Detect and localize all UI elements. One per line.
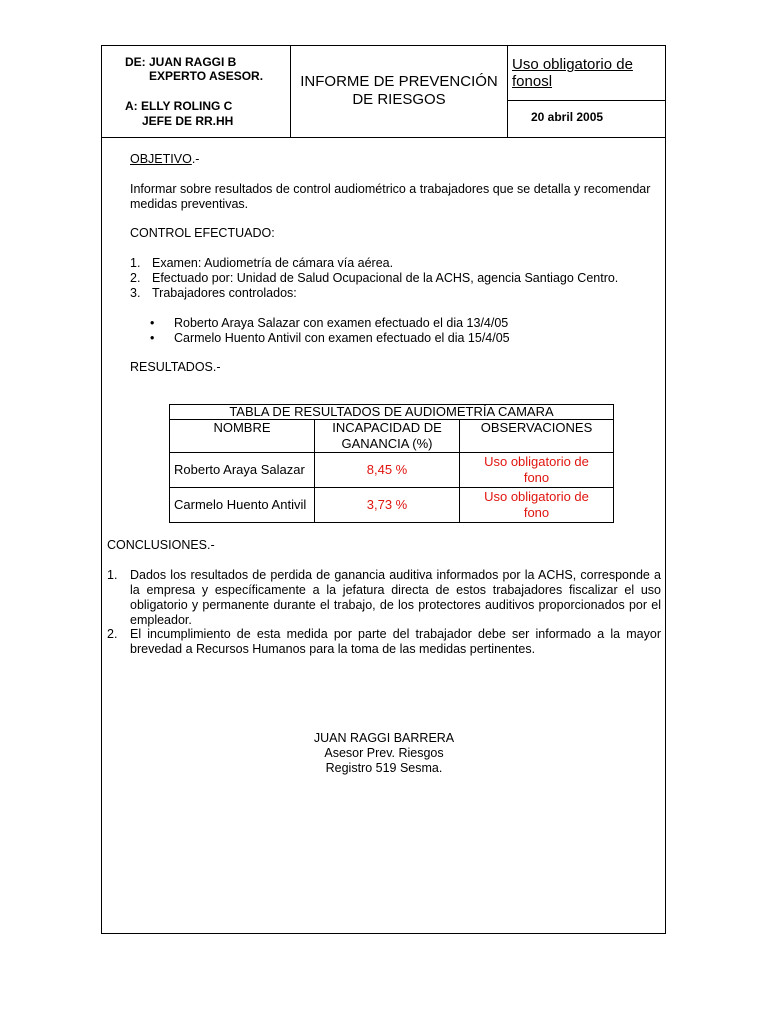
table-title: TABLA DE RESULTADOS DE AUDIOMETRÍA CAMARA (170, 405, 614, 420)
worker-name-cell: Carmelo Huento Antivil (170, 488, 315, 523)
col-header-incapacity: INCAPACIDAD DE GANANCIA (%) (315, 420, 460, 453)
title-cell (291, 46, 508, 137)
to-role: JEFE DE RR.HH (142, 114, 234, 128)
signer-name: JUAN RAGGI BARRERA (313, 731, 455, 745)
conclusion-text: Dados los resultados de perdida de ganancia auditiva informados por la ACHS, corresponde a la empresa y específicamente a la jefatura directa de estos trabajadores fiscalizar el uso obligatorio y permanente durante el trabajo, de los protectores auditivos proporcionados por el empleador. (130, 568, 661, 627)
worker-name-cell: Roberto Araya Salazar (170, 453, 315, 488)
memo-header (102, 46, 665, 138)
usage-date-cell (508, 46, 665, 137)
signer-registry: Registro 519 Sesma. (325, 761, 443, 775)
control-item-text: Trabajadores controlados: (152, 286, 297, 300)
document-title: INFORME DE PREVENCIÓN DE RIESGOS (300, 73, 498, 108)
control-item-num: 1. (130, 256, 141, 270)
conclusiones-heading: CONCLUSIONES.- (107, 538, 215, 552)
control-item-num: 2. (130, 271, 141, 285)
signature-block (234, 731, 534, 776)
objetivo-heading: OBJETIVO.- (130, 152, 200, 166)
sender-recipient-cell (102, 46, 291, 137)
document-date: 20 abril 2005 (531, 110, 604, 124)
table-row (170, 488, 614, 523)
usage-cell (508, 46, 665, 101)
worker-list-item: • Roberto Araya Salazar con examen efectuado el dia 13/4/05 (174, 316, 508, 331)
worker-list-item: • Carmelo Huento Antivil con examen efectuado el dia 15/4/05 (174, 331, 510, 346)
table-header-row (170, 420, 614, 453)
to-line: A: ELLY ROLING C (125, 99, 233, 113)
incapacity-value-cell: 3,73 % (315, 488, 460, 523)
control-item-text: Efectuado por: Unidad de Salud Ocupacional de la ACHS, agencia Santiago Centro. (152, 271, 619, 285)
control-heading: CONTROL EFECTUADO: (130, 226, 275, 240)
conclusion-num: 2. (107, 627, 118, 641)
from-line: DE: JUAN RAGGI B (125, 55, 237, 69)
incapacity-value-cell: 8,45 % (315, 453, 460, 488)
signer-role: Asesor Prev. Riesgos (324, 746, 444, 760)
col-header-name: NOMBRE (170, 420, 315, 453)
conclusion-text: El incumplimiento de esta medida por parte del trabajador debe ser informado a la mayor brevedad a Recursos Humanos para la toma de las medidas pertinentes. (130, 627, 661, 656)
results-table (169, 404, 614, 523)
resultados-heading: RESULTADOS.- (130, 360, 221, 374)
observation-cell: Uso obligatorio de fono (460, 453, 614, 488)
table-title-row (170, 405, 614, 420)
from-role: EXPERTO ASESOR. (149, 69, 264, 83)
objetivo-text-line1: Informar sobre resultados de control audiométrico a trabajadores que se detalla y recomendar (130, 182, 651, 196)
usage-note: Uso obligatorio de fonosl (512, 56, 633, 90)
conclusion-num: 1. (107, 568, 118, 582)
col-header-observations: OBSERVACIONES (460, 420, 614, 453)
table-row (170, 453, 614, 488)
control-item-text: Examen: Audiometría de cámara vía aérea. (152, 256, 394, 270)
objetivo-text-line2: medidas preventivas. (130, 197, 249, 211)
control-item-num: 3. (130, 286, 141, 300)
observation-cell: Uso obligatorio de fono (460, 488, 614, 523)
